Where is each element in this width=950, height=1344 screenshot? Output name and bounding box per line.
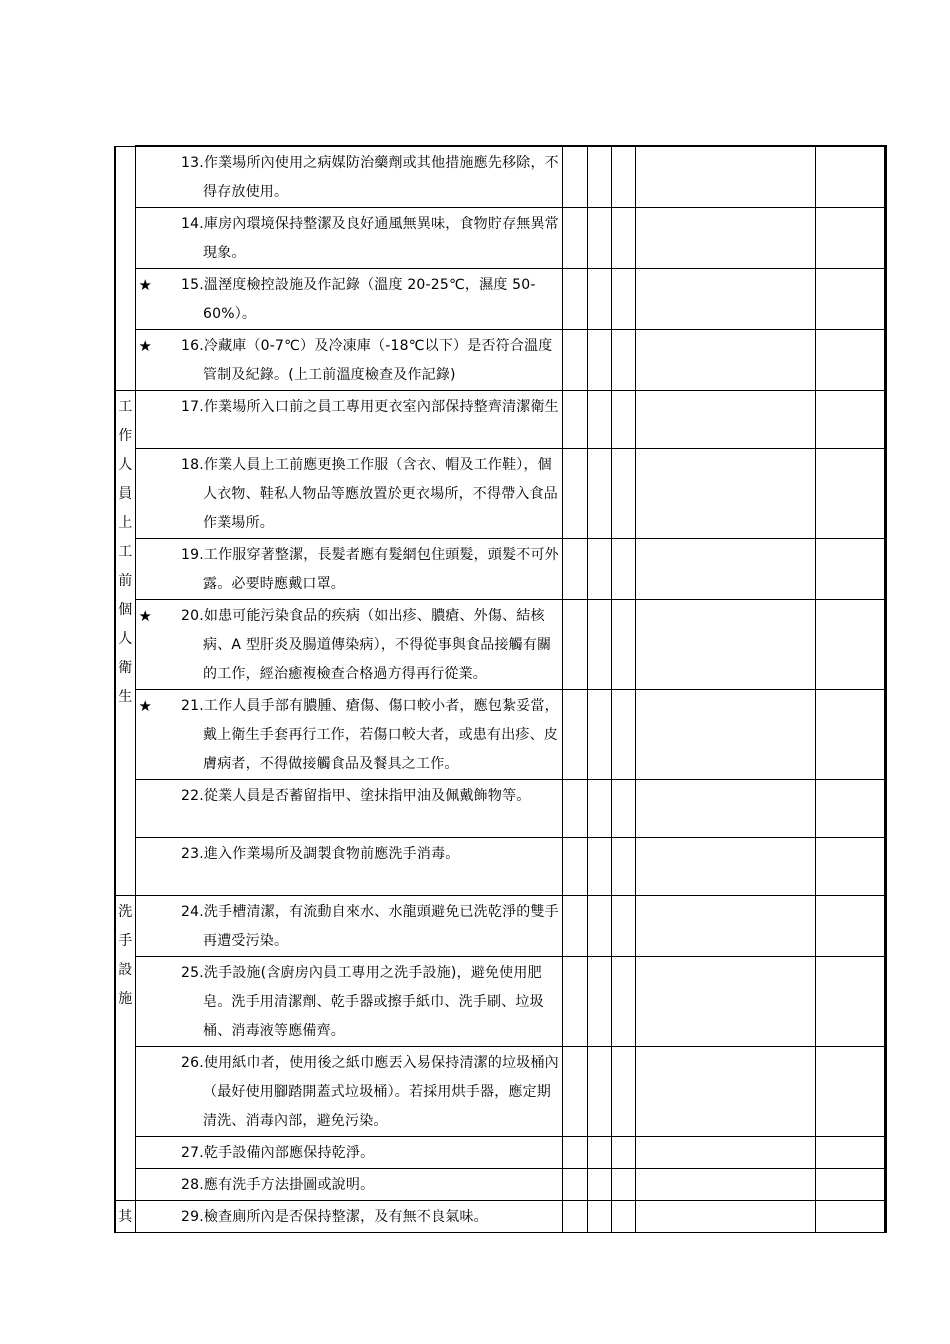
check-cell-1[interactable] bbox=[562, 838, 587, 896]
notes-cell[interactable] bbox=[815, 269, 885, 330]
check-cell-2[interactable] bbox=[587, 146, 611, 208]
notes-cell[interactable] bbox=[815, 600, 885, 690]
check-cell-2[interactable] bbox=[587, 780, 611, 838]
checklist-item-text: 15.溫溼度檢控設施及作記錄（溫度 20-25℃，濕度 50-60%）。 bbox=[181, 277, 536, 322]
checklist-item bbox=[155, 838, 562, 896]
remarks-cell[interactable] bbox=[635, 330, 815, 391]
notes-cell[interactable] bbox=[815, 146, 885, 208]
checklist-item bbox=[155, 1047, 562, 1137]
check-cell-2[interactable] bbox=[587, 449, 611, 539]
check-cell-1[interactable] bbox=[562, 1169, 587, 1201]
notes-cell[interactable] bbox=[815, 838, 885, 896]
checklist-item-text: 27.乾手設備內部應保持乾淨。 bbox=[181, 1145, 375, 1161]
check-cell-3[interactable] bbox=[611, 146, 635, 208]
critical-star-icon bbox=[135, 780, 155, 838]
check-cell-2[interactable] bbox=[587, 600, 611, 690]
table-row bbox=[115, 208, 885, 269]
check-cell-1[interactable] bbox=[562, 449, 587, 539]
table-row bbox=[115, 780, 885, 838]
remarks-cell[interactable] bbox=[635, 1169, 815, 1201]
remarks-cell[interactable] bbox=[635, 1137, 815, 1169]
check-cell-2[interactable] bbox=[587, 539, 611, 600]
table-row bbox=[115, 957, 885, 1047]
category-char: 作 bbox=[118, 428, 133, 444]
critical-star-icon: ★ bbox=[135, 600, 155, 690]
check-cell-3[interactable] bbox=[611, 838, 635, 896]
checklist-item-text: 26.使用紙巾者，使用後之紙巾應丟入易保持清潔的垃圾桶內（最好使用腳踏開蓋式垃圾桶）。若採用烘手器，應定期清洗、消毒內部，避免污染。 bbox=[181, 1055, 559, 1129]
remarks-cell[interactable] bbox=[635, 539, 815, 600]
check-cell-1[interactable] bbox=[562, 269, 587, 330]
checklist-item-text: 17.作業場所入口前之員工專用更衣室內部保持整齊清潔衛生 bbox=[181, 399, 559, 415]
check-cell-3[interactable] bbox=[611, 1201, 635, 1233]
checklist-item bbox=[155, 269, 562, 330]
table-row bbox=[115, 838, 885, 896]
notes-cell[interactable] bbox=[815, 896, 885, 957]
table-row bbox=[115, 269, 885, 330]
checklist-item bbox=[155, 896, 562, 957]
check-cell-1[interactable] bbox=[562, 600, 587, 690]
remarks-cell[interactable] bbox=[635, 600, 815, 690]
check-cell-1[interactable] bbox=[562, 391, 587, 449]
check-cell-2[interactable] bbox=[587, 269, 611, 330]
checklist-item-text: 24.洗手槽清潔，有流動自來水、水龍頭避免已洗乾淨的雙手再遭受污染。 bbox=[181, 904, 559, 949]
remarks-cell[interactable] bbox=[635, 957, 815, 1047]
notes-cell[interactable] bbox=[815, 1137, 885, 1169]
notes-cell[interactable] bbox=[815, 330, 885, 391]
check-cell-2[interactable] bbox=[587, 1047, 611, 1137]
category-cell bbox=[115, 391, 135, 896]
notes-cell[interactable] bbox=[815, 449, 885, 539]
category-char: 其 bbox=[118, 1209, 133, 1225]
category-char: 衛 bbox=[118, 660, 133, 676]
critical-star-icon bbox=[135, 208, 155, 269]
check-cell-1[interactable] bbox=[562, 330, 587, 391]
category-char: 個 bbox=[118, 602, 133, 618]
checklist-item bbox=[155, 539, 562, 600]
check-cell-1[interactable] bbox=[562, 539, 587, 600]
remarks-cell[interactable] bbox=[635, 146, 815, 208]
remarks-cell[interactable] bbox=[635, 780, 815, 838]
notes-cell[interactable] bbox=[815, 957, 885, 1047]
check-cell-3[interactable] bbox=[611, 600, 635, 690]
check-cell-1[interactable] bbox=[562, 780, 587, 838]
category-char: 手 bbox=[118, 933, 133, 949]
check-cell-1[interactable] bbox=[562, 1047, 587, 1137]
critical-star-icon: ★ bbox=[135, 690, 155, 780]
critical-star-icon bbox=[135, 957, 155, 1047]
checklist-item bbox=[155, 957, 562, 1047]
critical-star-icon bbox=[135, 539, 155, 600]
checklist-item-text: 29.檢查廁所內是否保持整潔，及有無不良氣味。 bbox=[181, 1209, 488, 1225]
checklist-item-text: 16.冷藏庫（0-7℃）及冷凍庫（-18℃以下）是否符合溫度管制及紀錄。(上工前溫度檢查及作記錄) bbox=[181, 338, 553, 383]
checklist-item-text: 23.進入作業場所及調製食物前應洗手消毒。 bbox=[181, 846, 460, 862]
category-char: 工 bbox=[118, 544, 133, 560]
critical-star-icon bbox=[135, 391, 155, 449]
notes-cell[interactable] bbox=[815, 690, 885, 780]
checklist-item bbox=[155, 1169, 562, 1201]
remarks-cell[interactable] bbox=[635, 208, 815, 269]
inspection-checklist-table bbox=[114, 145, 887, 1233]
critical-star-icon bbox=[135, 838, 155, 896]
checklist-item-text: 21.工作人員手部有膿腫、瘡傷、傷口較小者，應包紮妥當，戴上衛生手套再行工作，若傷口較大者，或患有出疹、皮膚病者，不得做接觸食品及餐具之工作。 bbox=[181, 698, 559, 772]
checklist-item-text: 22.從業人員是否蓄留指甲、塗抹指甲油及佩戴飾物等。 bbox=[181, 788, 531, 804]
category-char: 前 bbox=[118, 573, 133, 589]
category-cell bbox=[115, 146, 135, 391]
notes-cell[interactable] bbox=[815, 1201, 885, 1233]
category-char: 洗 bbox=[118, 904, 133, 920]
check-cell-2[interactable] bbox=[587, 1137, 611, 1169]
category-char: 設 bbox=[118, 962, 133, 978]
notes-cell[interactable] bbox=[815, 391, 885, 449]
checklist-item bbox=[155, 208, 562, 269]
table-row bbox=[115, 1137, 885, 1169]
check-cell-2[interactable] bbox=[587, 208, 611, 269]
checklist-item-text: 18.作業人員上工前應更換工作服（含衣、帽及工作鞋），個人衣物、鞋私人物品等應放置於更衣場所，不得帶入食品作業場所。 bbox=[181, 457, 558, 531]
check-cell-3[interactable] bbox=[611, 896, 635, 957]
check-cell-3[interactable] bbox=[611, 780, 635, 838]
table-row bbox=[115, 391, 885, 449]
check-cell-2[interactable] bbox=[587, 391, 611, 449]
check-cell-2[interactable] bbox=[587, 330, 611, 391]
critical-star-icon bbox=[135, 449, 155, 539]
checklist-item bbox=[155, 449, 562, 539]
check-cell-3[interactable] bbox=[611, 539, 635, 600]
table-row bbox=[115, 1047, 885, 1137]
remarks-cell[interactable] bbox=[635, 1047, 815, 1137]
checklist-item bbox=[155, 690, 562, 780]
checklist-item bbox=[155, 391, 562, 449]
check-cell-3[interactable] bbox=[611, 690, 635, 780]
check-cell-3[interactable] bbox=[611, 1047, 635, 1137]
check-cell-1[interactable] bbox=[562, 208, 587, 269]
check-cell-2[interactable] bbox=[587, 957, 611, 1047]
category-char: 人 bbox=[118, 457, 133, 473]
notes-cell[interactable] bbox=[815, 208, 885, 269]
critical-star-icon bbox=[135, 1047, 155, 1137]
check-cell-1[interactable] bbox=[562, 1137, 587, 1169]
remarks-cell[interactable] bbox=[635, 896, 815, 957]
table-row bbox=[115, 600, 885, 690]
checklist-item bbox=[155, 330, 562, 391]
remarks-cell[interactable] bbox=[635, 838, 815, 896]
check-cell-3[interactable] bbox=[611, 208, 635, 269]
notes-cell[interactable] bbox=[815, 1169, 885, 1201]
check-cell-2[interactable] bbox=[587, 1201, 611, 1233]
critical-star-icon: ★ bbox=[135, 269, 155, 330]
checklist-item-text: 20.如患可能污染食品的疾病（如出疹、膿瘡、外傷、結核病、A 型肝炎及腸道傳染病），不得從事與食品接觸有關的工作，經治癒複檢查合格過方得再行從業。 bbox=[181, 608, 552, 682]
checklist-item bbox=[155, 146, 562, 208]
category-char: 施 bbox=[118, 991, 133, 1007]
critical-star-icon bbox=[135, 146, 155, 208]
check-cell-1[interactable] bbox=[562, 146, 587, 208]
checklist-item bbox=[155, 1137, 562, 1169]
table-row bbox=[115, 539, 885, 600]
category-char: 上 bbox=[118, 515, 133, 531]
remarks-cell[interactable] bbox=[635, 391, 815, 449]
check-cell-1[interactable] bbox=[562, 1201, 587, 1233]
check-cell-1[interactable] bbox=[562, 957, 587, 1047]
checklist-item-text: 14.庫房內環境保持整潔及良好通風無異味，食物貯存無異常現象。 bbox=[181, 216, 559, 261]
check-cell-2[interactable] bbox=[587, 690, 611, 780]
remarks-cell[interactable] bbox=[635, 449, 815, 539]
table-row bbox=[115, 449, 885, 539]
table-row bbox=[115, 1169, 885, 1201]
table-row bbox=[115, 146, 885, 208]
remarks-cell[interactable] bbox=[635, 690, 815, 780]
notes-cell[interactable] bbox=[815, 780, 885, 838]
checklist-item-text: 28.應有洗手方法掛圖或說明。 bbox=[181, 1177, 375, 1193]
category-char: 生 bbox=[118, 689, 133, 705]
check-cell-1[interactable] bbox=[562, 690, 587, 780]
check-cell-3[interactable] bbox=[611, 449, 635, 539]
check-cell-2[interactable] bbox=[587, 896, 611, 957]
table-row bbox=[115, 690, 885, 780]
check-cell-3[interactable] bbox=[611, 957, 635, 1047]
checklist-item-text: 25.洗手設施(含廚房內員工專用之洗手設施)，避免使用肥皂。洗手用清潔劑、乾手器或擦手紙巾、洗手刷、垃圾桶、消毒液等應備齊。 bbox=[181, 965, 544, 1039]
check-cell-3[interactable] bbox=[611, 1137, 635, 1169]
critical-star-icon bbox=[135, 1169, 155, 1201]
checklist-item-text: 13.作業場所內使用之病媒防治藥劑或其他措施應先移除，不得存放使用。 bbox=[181, 155, 559, 200]
table-row bbox=[115, 1201, 885, 1233]
check-cell-3[interactable] bbox=[611, 330, 635, 391]
check-cell-1[interactable] bbox=[562, 896, 587, 957]
critical-star-icon bbox=[135, 896, 155, 957]
checklist-item-text: 19.工作服穿著整潔，長髮者應有髮網包住頭髮，頭髮不可外露。必要時應戴口罩。 bbox=[181, 547, 559, 592]
critical-star-icon bbox=[135, 1137, 155, 1169]
category-cell bbox=[115, 896, 135, 1201]
notes-cell[interactable] bbox=[815, 539, 885, 600]
table-row bbox=[115, 330, 885, 391]
remarks-cell[interactable] bbox=[635, 269, 815, 330]
checklist-item bbox=[155, 1201, 562, 1233]
checklist-item bbox=[155, 780, 562, 838]
critical-star-icon: ★ bbox=[135, 330, 155, 391]
category-cell bbox=[115, 1201, 135, 1233]
check-cell-2[interactable] bbox=[587, 1169, 611, 1201]
table-row bbox=[115, 896, 885, 957]
check-cell-3[interactable] bbox=[611, 1169, 635, 1201]
category-char: 員 bbox=[118, 486, 133, 502]
check-cell-3[interactable] bbox=[611, 391, 635, 449]
remarks-cell[interactable] bbox=[635, 1201, 815, 1233]
notes-cell[interactable] bbox=[815, 1047, 885, 1137]
category-char: 人 bbox=[118, 631, 133, 647]
category-char: 工 bbox=[118, 399, 133, 415]
checklist-item bbox=[155, 600, 562, 690]
check-cell-3[interactable] bbox=[611, 269, 635, 330]
check-cell-2[interactable] bbox=[587, 838, 611, 896]
critical-star-icon bbox=[135, 1201, 155, 1233]
